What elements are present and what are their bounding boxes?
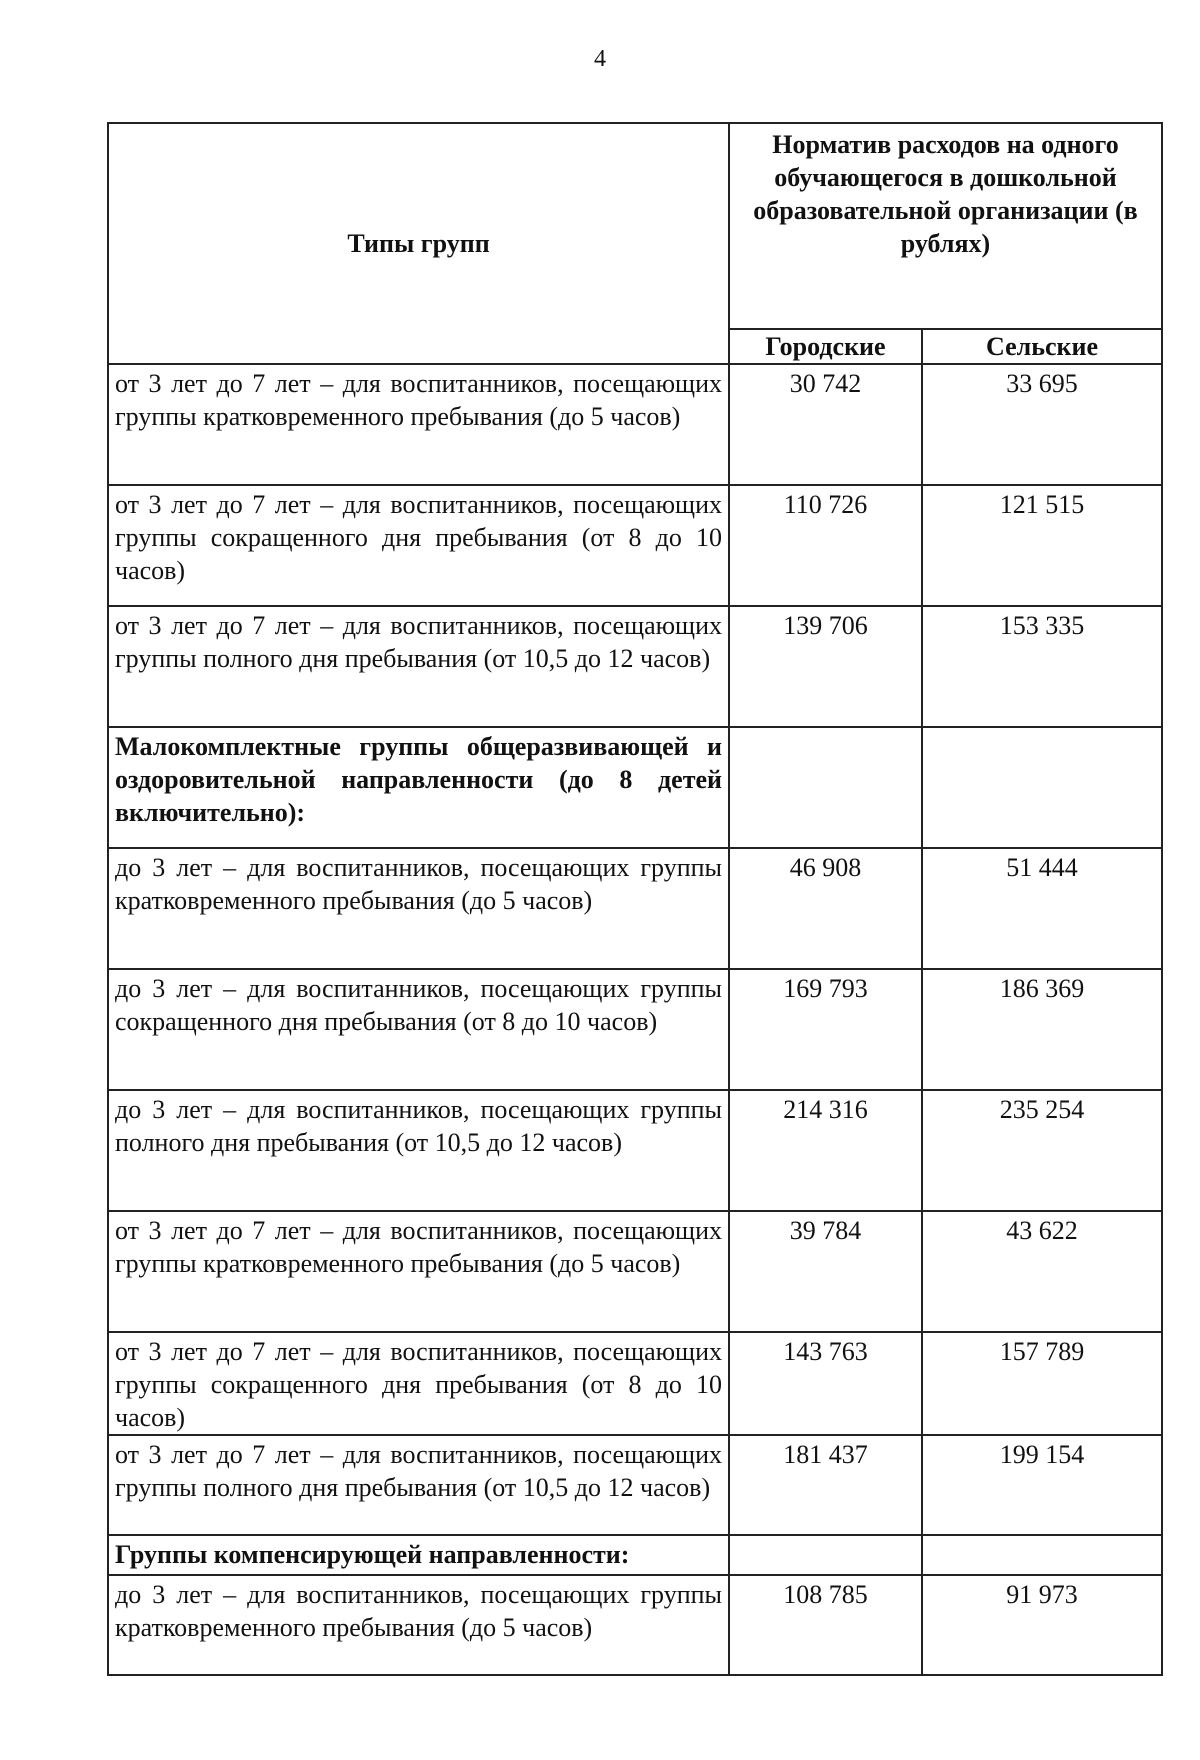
row-rural-value: 153 335 — [922, 606, 1162, 727]
table-row — [108, 1332, 1162, 1435]
table-row — [108, 848, 1162, 969]
row-description: от 3 лет до 7 лет – для воспитанников, посещающих группы кратковременного пребывания (до 5 часов) — [108, 1211, 729, 1332]
row-urban-value: 139 706 — [729, 606, 922, 727]
row-description: от 3 лет до 7 лет – для воспитанников, посещающих группы полного дня пребывания (от 10,5 до 12 часов) — [108, 606, 729, 727]
row-urban-value: 110 726 — [729, 485, 922, 606]
row-urban-value: 108 785 — [729, 1575, 922, 1675]
row-urban-value: 169 793 — [729, 969, 922, 1090]
table-header-row — [108, 123, 1162, 329]
row-urban-value: 46 908 — [729, 848, 922, 969]
row-rural-value: 51 444 — [922, 848, 1162, 969]
row-urban-value — [729, 727, 922, 848]
table-row — [108, 485, 1162, 606]
row-description: от 3 лет до 7 лет – для воспитанников, посещающих группы кратковременного пребывания (до 5 часов) — [108, 364, 729, 485]
row-rural-value: 91 973 — [922, 1575, 1162, 1675]
row-urban-value: 143 763 — [729, 1332, 922, 1435]
row-description: от 3 лет до 7 лет – для воспитанников, посещающих группы сокращенного дня пребывания (от 8 до 10 часов) — [108, 1332, 729, 1435]
table-row — [108, 1211, 1162, 1332]
row-rural-value: 121 515 — [922, 485, 1162, 606]
row-rural-value: 157 789 — [922, 1332, 1162, 1435]
table-section-row — [108, 1535, 1162, 1575]
table-row — [108, 969, 1162, 1090]
row-rural-value — [922, 727, 1162, 848]
table-row — [108, 606, 1162, 727]
page-number: 4 — [594, 46, 606, 72]
row-urban-value: 39 784 — [729, 1211, 922, 1332]
row-urban-value: 30 742 — [729, 364, 922, 485]
row-description: до 3 лет – для воспитанников, посещающих группы кратковременного пребывания (до 5 часов) — [108, 1575, 729, 1675]
table-row — [108, 1575, 1162, 1675]
header-urban: Городские — [729, 329, 922, 364]
table-section-row — [108, 727, 1162, 848]
header-rural: Сельские — [922, 329, 1162, 364]
header-group-types: Типы групп — [108, 123, 729, 364]
row-rural-value: 186 369 — [922, 969, 1162, 1090]
row-description: до 3 лет – для воспитанников, посещающих группы полного дня пребывания (от 10,5 до 12 часов) — [108, 1090, 729, 1211]
row-urban-value: 181 437 — [729, 1435, 922, 1535]
row-description: от 3 лет до 7 лет – для воспитанников, посещающих группы сокращенного дня пребывания (от 8 до 10 часов) — [108, 485, 729, 606]
expense-norms-table — [107, 122, 1163, 1676]
table-row — [108, 1090, 1162, 1211]
section-heading-compensating-groups: Группы компенсирующей направленности: — [108, 1535, 729, 1575]
row-urban-value — [729, 1535, 922, 1575]
row-description: до 3 лет – для воспитанников, посещающих группы кратковременного пребывания (до 5 часов) — [108, 848, 729, 969]
row-description: до 3 лет – для воспитанников, посещающих группы сокращенного дня пребывания (от 8 до 10 часов) — [108, 969, 729, 1090]
table-row — [108, 1435, 1162, 1535]
section-heading-small-groups: Малокомплектные группы общеразвивающей и оздоровительной направленности (до 8 детей включительно): — [108, 727, 729, 848]
row-rural-value: 199 154 — [922, 1435, 1162, 1535]
row-rural-value: 33 695 — [922, 364, 1162, 485]
row-rural-value: 235 254 — [922, 1090, 1162, 1211]
row-urban-value: 214 316 — [729, 1090, 922, 1211]
row-rural-value — [922, 1535, 1162, 1575]
header-expense-norm: Норматив расходов на одного обучающегося в дошкольной образовательной организации (в рублях) — [729, 123, 1162, 329]
table-row — [108, 364, 1162, 485]
row-description: от 3 лет до 7 лет – для воспитанников, посещающих группы полного дня пребывания (от 10,5 до 12 часов) — [108, 1435, 729, 1535]
row-rural-value: 43 622 — [922, 1211, 1162, 1332]
